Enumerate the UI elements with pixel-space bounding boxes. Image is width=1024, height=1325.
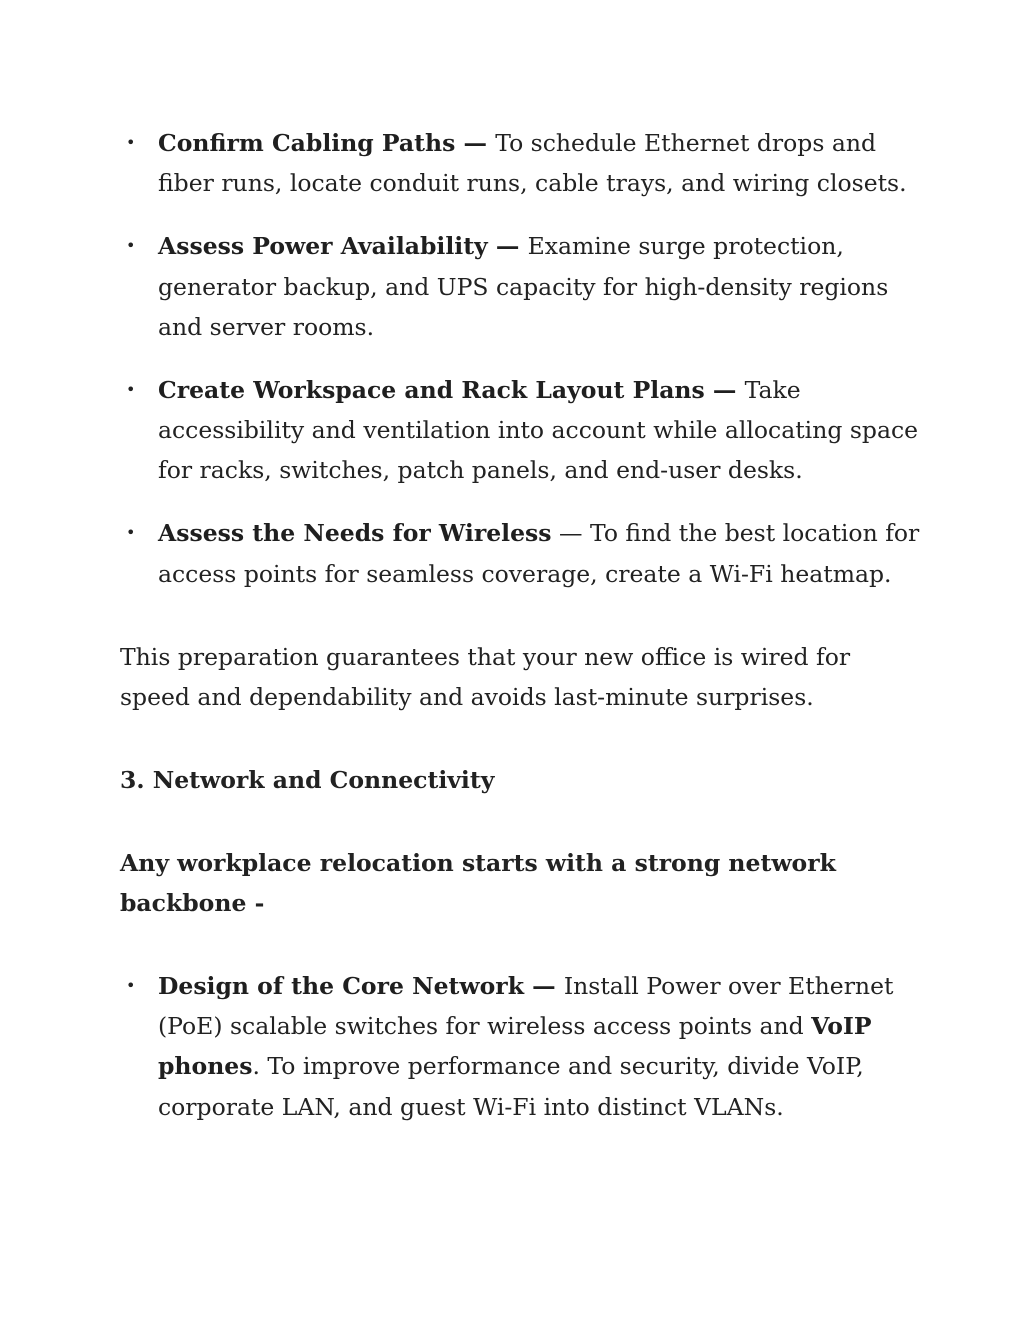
list-item-text: To find the best location for access points for seamless coverage, create a Wi-Fi heatmap. [158,519,920,588]
bullet-list-network [120,966,920,1127]
bullet-icon: • [126,975,136,995]
list-item-title: Design of the Core Network [158,971,524,1000]
list-item [120,370,920,491]
list-item-dash: — [551,519,590,548]
list-item-dash: — [523,971,564,1000]
bullet-icon: • [126,523,136,543]
document-page [120,123,920,1150]
body-paragraph: This preparation guarantees that your new office is wired for speed and dependability and avoids last-minute surprises. [120,642,851,711]
list-item [120,123,920,204]
list-item [120,513,920,594]
section-heading: 3. Network and Connectivity [120,765,495,794]
voip-phones-link-text: VoIP phones [158,1012,872,1081]
list-item-text: To schedule Ethernet drops and fiber runs, locate conduit runs, cable trays, and wiring closets. [158,129,907,198]
list-item-text: Install Power over Ethernet (PoE) scalable switches for wireless access points and [158,971,894,1041]
list-item-title: Create Workspace and Rack Layout Plans [158,375,705,404]
list-item [120,226,920,347]
list-item-text: Examine surge protection, generator backup, and UPS capacity for high-density regions and server rooms. [158,232,889,341]
bullet-icon: • [126,133,136,152]
list-item-title: Confirm Cabling Paths [158,129,456,157]
list-item-text: Take accessibility and ventilation into account while allocating space for racks, switches, patch panels, and end-user desks. [158,375,919,485]
list-item-text-continued: . To improve performance and security, divide VoIP, corporate LAN, and guest Wi-Fi into distinct VLANs. [158,1052,864,1121]
list-item-dash: — [455,129,496,157]
list-item-dash: — [487,232,528,261]
bullet-icon: • [126,236,136,256]
section-subheading: Any workplace relocation starts with a strong network backbone - [120,848,836,917]
list-item-title: Assess Power Availability [158,232,488,261]
list-item-title: Assess the Needs for Wireless [158,519,552,548]
list-item-dash: — [704,375,745,404]
bullet-list-site-prep [120,123,920,594]
bullet-icon: • [126,379,136,399]
list-item [120,966,920,1127]
